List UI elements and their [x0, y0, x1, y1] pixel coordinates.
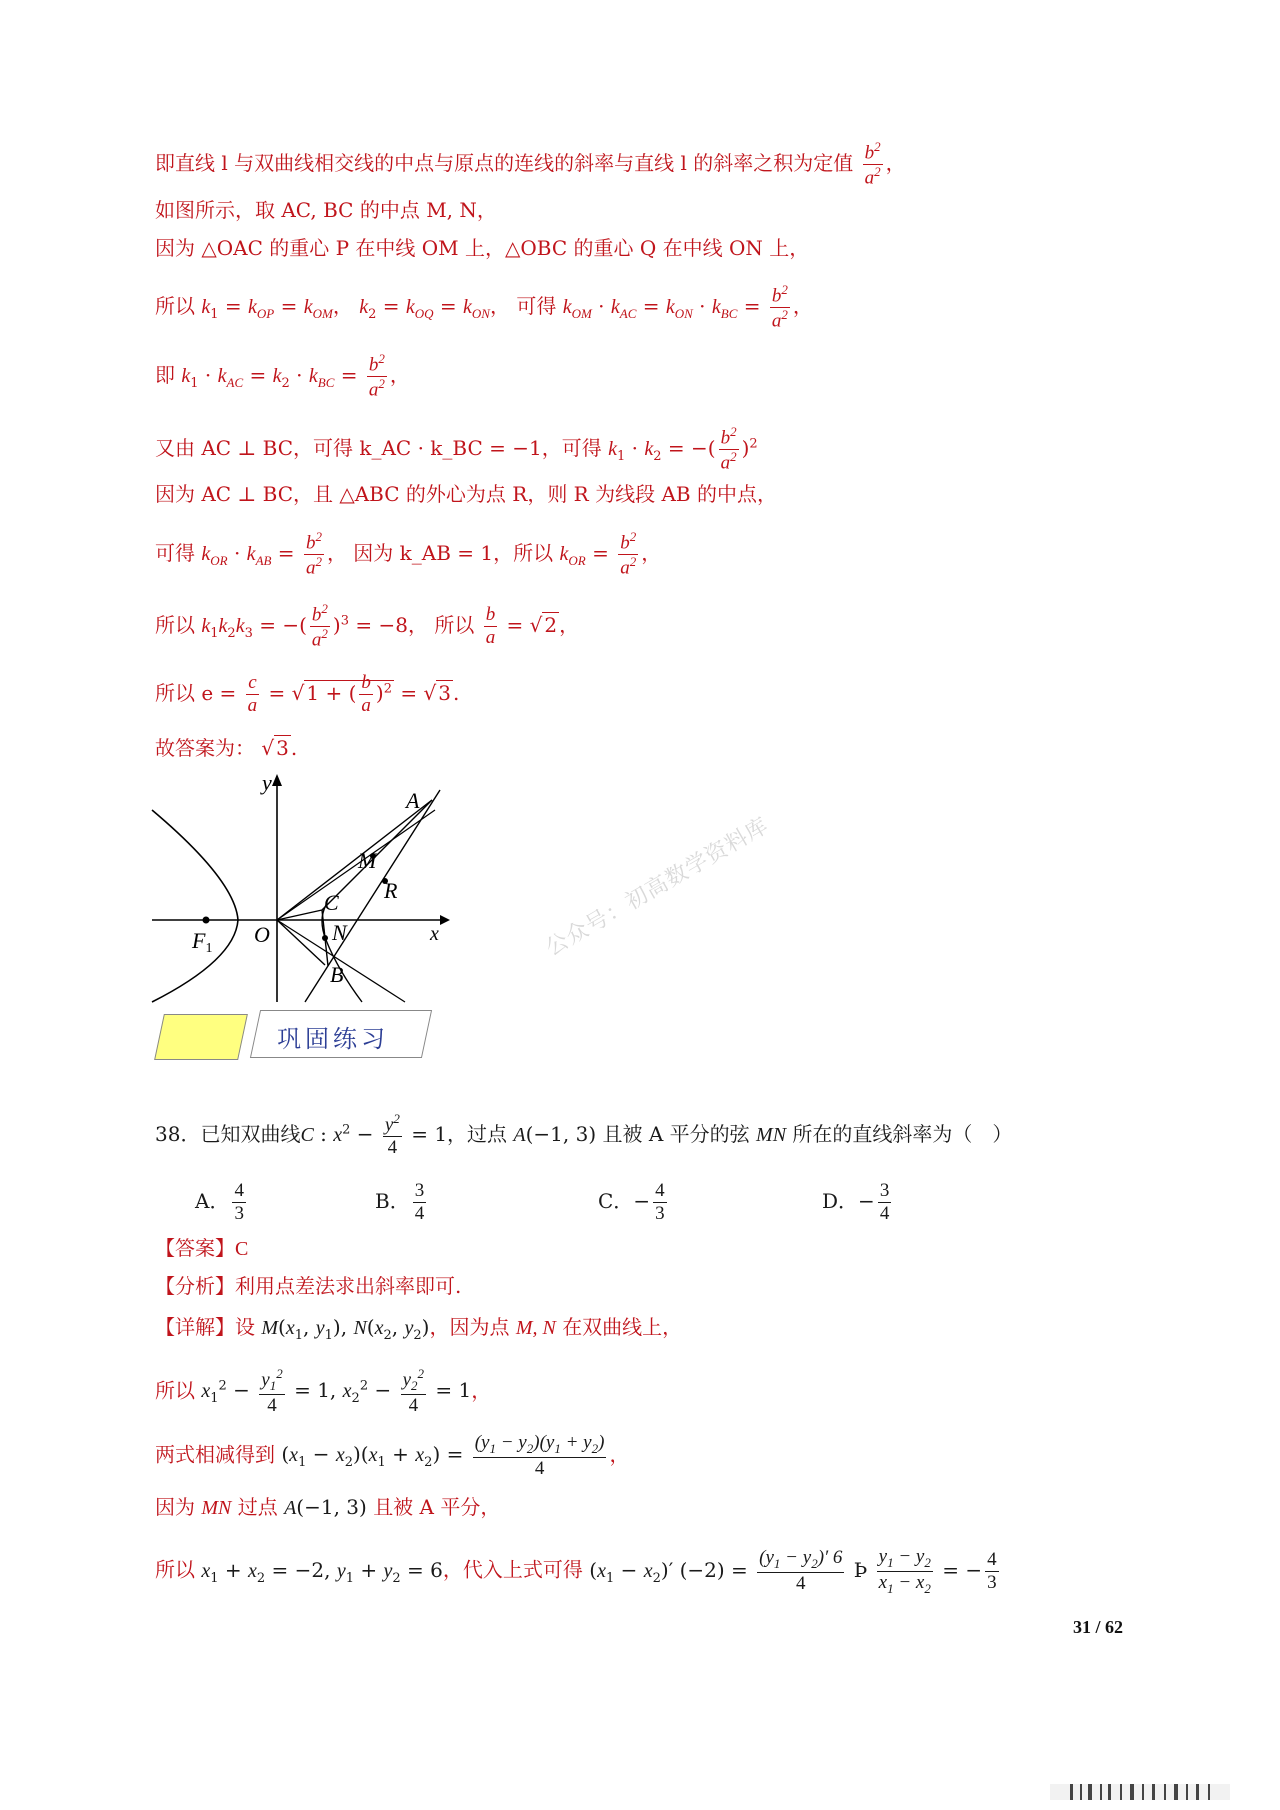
fraction-y1sq-4: $\frac{y_1^2}{4}$ [261, 1366, 283, 1417]
text: ，过点 [447, 1122, 508, 1147]
solution-line-2: 如图所示，取 AC, BC 的中点 M, N， [155, 198, 497, 222]
fraction-b-a: $\frac{b}{a}$ [361, 672, 371, 716]
label-C: C [324, 890, 339, 915]
text: 因为 k_AB = 1，所以 [353, 541, 554, 566]
option-fraction: $\frac{4}{3}$ [655, 1180, 665, 1224]
text: ，代入上式可得 [442, 1557, 583, 1582]
fraction-b2-a2: $\frac{b^2}{a^2}$ [864, 139, 881, 189]
detail-line-5: 所以 $x_1 + x_2 = -2$, $y_1 + y_2 = 6$，代入上式可得 $(x_1 - x_2)'$ (−2) = $\frac{(y_1 - y_2)' 6}{4}$ Þ $\frac{y_1 - y_2}{x_1 - x_2}$ = − $\frac{4}{3}$ [155, 1546, 997, 1596]
text: 设 [235, 1315, 255, 1339]
option-sign: − [633, 1188, 651, 1213]
fraction-4-3: $\frac{4}{3}$ [987, 1548, 997, 1593]
text: 且被 A 平分， [373, 1495, 501, 1519]
text: 即直线 l 与双曲线相交线的中点与原点的连线的斜率与直线 l 的斜率之积为定值 [155, 151, 854, 176]
option-D[interactable] [822, 1180, 894, 1225]
solution-line-5: 即 $k_1 \cdot k_{AC} = k_2 \cdot k_{BC}$ = $\frac{b^2}{a^2}$ ， [155, 351, 410, 401]
fraction-b2-a2: $\frac{b^2}{a^2}$ [311, 601, 328, 651]
line-OtoA-upper [277, 810, 435, 920]
fraction-y-diff-sum: $\frac{(y_1 - y_2)(y_1 + y_2)}{4}$ [474, 1432, 605, 1479]
detail-line-2: 所以 $x_1^2$ − $\frac{y_1^2}{4}$ = 1, $x_2^2$ − $\frac{y_2^2}{4}$ = 1， [155, 1366, 492, 1417]
text: 两式相减得到 [155, 1442, 275, 1467]
label-A: A [406, 788, 420, 813]
solution-line-10: 所以 e = $\frac{c}{a}$ = √ 1 + ( $\frac{b}{a}$ )$^2$ = √ 3 . [155, 672, 460, 716]
solution-line-1: 即直线 l 与双曲线相交线的中点与原点的连线的斜率与直线 l 的斜率之积为定值 $\frac{b^2}{a^2}$ ， [155, 139, 906, 189]
solution-line-11: 故答案为： √ 3 . [155, 736, 298, 760]
option-fraction: $\frac{3}{4}$ [879, 1180, 890, 1224]
practice-banner [155, 1010, 435, 1065]
option-label: B． [375, 1188, 410, 1213]
analysis-text: 利用点差法求出斜率即可. [235, 1274, 462, 1298]
fraction-b2-a2: $\frac{b^2}{a^2}$ [620, 529, 637, 579]
option-sign: − [858, 1188, 875, 1213]
label-B: B [330, 962, 344, 987]
question-number: 38． [155, 1122, 201, 1147]
text: 可得 [155, 541, 195, 566]
fraction-y2sq-4: $\frac{y_2^2}{4}$ [402, 1366, 425, 1417]
fraction-b2-a2: $\frac{b^2}{a^2}$ [305, 529, 322, 579]
answer-line [155, 1238, 248, 1259]
fraction-b2-a2: $\frac{b^2}{a^2}$ [368, 351, 385, 401]
label-R: R [384, 878, 398, 903]
text: 又由 AC ⊥ BC，可得 k_AC · k_BC = −1，可得 [155, 436, 602, 461]
hyperbola-left-branch [152, 810, 238, 1002]
label-y: y [262, 770, 272, 795]
solution-line-7: 因为 AC ⊥ BC，且 △ABC 的外心为点 R，则 R 为线段 AB 的中点， [155, 482, 777, 506]
x-axis-arrow [440, 915, 450, 925]
fraction-b2-a2: $\frac{b^2}{a^2}$ [771, 282, 788, 332]
detail-line-1: 【详解】设 $M(x_1$, $y_1$), $N(x_2$, $y_2$)，因为点 M, N 在双曲线上， [155, 1315, 683, 1343]
text: ，因为点 [429, 1315, 510, 1339]
text: 所在的直线斜率为（ ） [792, 1122, 1013, 1147]
solution-line-3: 因为 △OAC 的重心 P 在中线 OM 上，△OBC 的重心 Q 在中线 ON 上， [155, 236, 810, 260]
fraction-b2-a2: $\frac{b^2}{a^2}$ [720, 424, 737, 474]
option-label: D． [822, 1188, 859, 1213]
solution-line-6: 又由 AC ⊥ BC，可得 k_AC · k_BC = −1，可得 $k_1 \cdot k_2$ = −( $\frac{b^2}{a^2}$ )$^2$ [155, 424, 758, 474]
solution-line-9: 所以 $k_1k_2k_3$ = −( $\frac{b^2}{a^2}$ )$^3$ = −8， 所以 $\frac{b}{a}$ = √ 2 ， [155, 601, 580, 651]
detail-line-3: 两式相减得到 $(x_1 - x_2)(x_1 + x_2)$ = $\frac{(y_1 - y_2)(y_1 + y_2)}{4}$ ， [155, 1432, 630, 1479]
option-label: A． [195, 1188, 230, 1213]
barcode-icon [1050, 1782, 1230, 1802]
text: 过点 [237, 1495, 278, 1519]
text: 且被 A 平分的弦 [602, 1122, 750, 1147]
fraction-c-a: $\frac{c}{a}$ [247, 672, 258, 716]
answer-tag: 【答案】 [155, 1236, 235, 1260]
label-x: x [430, 923, 439, 945]
point-F1 [203, 917, 210, 924]
question-stem: 38．已知双曲线C : $x^2$ − $\frac{y^2}{4}$ = 1，过点 A(−1, 3) 且被 A 平分的弦 MN 所在的直线斜率为（ ） [155, 1111, 1013, 1159]
text: 所以 [155, 294, 195, 319]
solution-line-8: 可得 $k_{OR} \cdot k_{AB}$ = $\frac{b^2}{a^2}$ ， 因为 k_AB = 1，所以 $k_{OR}$ = $\frac{b^2}{a^2}$ ， [155, 529, 662, 579]
line-OB [277, 920, 325, 965]
label-M: M [358, 848, 377, 873]
text: 可得 [516, 294, 557, 319]
watermark: 公众号：初高数学资料库 [541, 813, 774, 962]
option-fraction: $\frac{3}{4}$ [414, 1180, 425, 1224]
fraction-slope: $\frac{y_1 - y_2}{x_1 - x_2}$ [878, 1546, 931, 1596]
text: 已知双曲线 [200, 1122, 301, 1147]
text: 在双曲线上， [562, 1315, 683, 1339]
option-A[interactable] [195, 1180, 249, 1225]
solution-line-4: 所以 $k_1 = k_{OP} = k_{OM}$， $k_2 = k_{OQ} = k_{ON}$， 可得 $k_{OM} \cdot k_{AC} = k_{ON} \cdot k_{BC}$ = $\frac{b^2}{a^2}$ ， [155, 282, 813, 332]
answer-value: C [235, 1238, 249, 1260]
hyperbola-figure [150, 770, 450, 1005]
option-fraction: $\frac{4}{3}$ [234, 1180, 244, 1224]
fraction-b-a: $\frac{b}{a}$ [485, 604, 496, 649]
line-OA [277, 800, 432, 920]
label-O: O [254, 922, 270, 947]
option-C[interactable] [598, 1180, 670, 1225]
banner-title: 巩固练习 [277, 1025, 389, 1053]
banner-yellow-block [154, 1014, 248, 1060]
fraction-y-diff-6: $\frac{(y_1 - y_2)' 6}{4}$ [759, 1547, 843, 1595]
option-B[interactable] [375, 1180, 429, 1225]
text: 因为 [155, 1495, 195, 1519]
detail-line-4: 因为 MN 过点 A(−1, 3) 且被 A 平分， [155, 1495, 501, 1519]
y-axis-arrow [272, 774, 282, 786]
page-number: 31 / 62 [1073, 1617, 1124, 1637]
text: 所以 [155, 1378, 195, 1403]
text: 所以 [155, 1557, 195, 1582]
label-F1: F1 [192, 928, 213, 956]
text: 所以 [155, 613, 195, 638]
analysis-tag: 【分析】 [155, 1274, 235, 1298]
text: 故答案为： [155, 736, 255, 760]
option-label: C． [598, 1188, 634, 1213]
point-N [322, 935, 328, 941]
text: 即 [155, 363, 175, 388]
text: 所以 e = [155, 680, 237, 705]
label-N: N [332, 920, 347, 945]
fraction-y2-4: $\frac{y^2}{4}$ [384, 1111, 400, 1159]
detail-tag: 【详解】 [155, 1315, 235, 1339]
analysis-line [155, 1276, 461, 1296]
